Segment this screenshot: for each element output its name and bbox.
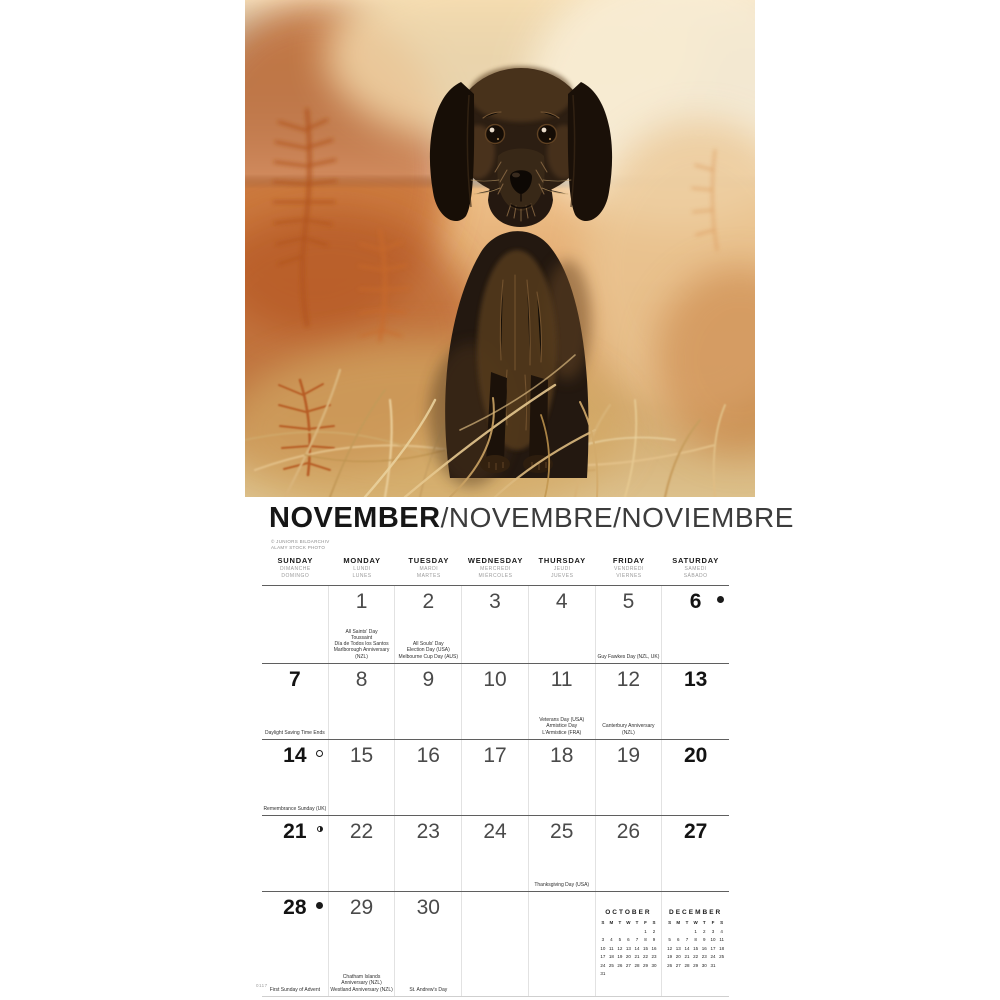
mini-date-empty [624,971,633,976]
weekday-header-wednesday [462,556,529,585]
month-name-es: NOVIEMBRE [621,502,794,533]
mini-date: 29 [642,962,648,968]
day-cell-30 [395,892,462,996]
day-cell-16 [395,740,462,815]
day-cell-19 [596,740,663,815]
holiday-note-line: Daylight Saving Time Ends [264,729,325,736]
holiday-note-line: Westland Anniversary (NZL) [330,986,393,993]
mini-date: 27 [675,962,681,968]
day-cell-13 [662,664,729,739]
day-cell-14 [262,740,329,815]
weeks [262,585,729,997]
mini-date-empty [717,963,726,968]
mini-date: 1 [644,928,647,934]
day-cell-empty [662,892,729,996]
holiday-note-line: Chatham Islands [342,974,381,981]
weekday-label-es: LUNES [352,573,372,579]
day-cell-17 [462,740,529,815]
date-number: 18 [550,744,574,767]
full-moon-icon [316,750,323,757]
weekday-label-es: MIÉRCOLES [478,573,513,579]
new-moon-icon [316,902,323,909]
mini-date: 23 [651,954,657,959]
mini-date: 16 [701,945,707,951]
mini-date: 13 [675,945,681,951]
weekday-label-fr: SAMEDI [684,566,707,572]
day-cell-11 [529,664,596,739]
mini-date-empty [616,929,625,934]
mini-date: 8 [694,937,697,942]
mini-day-letter: T [685,920,689,925]
mini-date: 19 [667,954,673,959]
holiday-notes [396,987,460,993]
weekday-header-thursday [529,556,596,585]
weekday-label-es: DOMINGO [281,573,310,579]
day-cell-empty [596,892,663,996]
mini-date: 3 [601,937,605,942]
mini-date-empty [674,929,683,934]
day-cell-7 [262,664,329,739]
day-cell-empty [529,892,596,996]
mini-date: 5 [618,937,622,942]
day-cell-4 [529,586,596,663]
day-cell-3 [462,586,529,663]
mini-day-letter: S [652,920,656,925]
day-cell-1 [329,586,396,663]
mini-date: 24 [600,962,606,968]
mini-date: 28 [684,962,690,968]
day-cell-2 [395,586,462,663]
mini-day-letter: F [711,920,715,925]
dachshund-photo-illustration [245,0,755,497]
week-row [262,815,729,891]
date-number: 21 [283,820,307,843]
date-number: 27 [683,820,708,843]
date-number: 8 [355,668,368,691]
date-number: 10 [483,668,507,691]
mini-day-letter: T [702,920,706,925]
holiday-notes [330,629,394,660]
day-cell-empty [462,892,529,996]
calendar-photo [245,0,755,497]
mini-day-letter: T [618,920,622,925]
mini-date: 8 [644,937,647,942]
mini-date: 18 [608,954,614,959]
weekday-label-es: MARTES [416,573,441,579]
holiday-note-line: Election Day (USA) [406,647,450,654]
weekday-label-en: THURSDAY [538,556,586,565]
mini-date: 24 [710,954,716,959]
week-row [262,585,729,663]
mini-date: 15 [642,945,648,951]
mini-date: 31 [710,962,716,968]
title-separator: / [613,502,622,533]
mini-date-empty [665,929,674,934]
mini-date: 18 [719,945,725,951]
holiday-note-line: Armistice Day [546,723,578,730]
date-number: 5 [622,590,635,613]
photo-credit [271,539,330,550]
date-number: 22 [349,820,374,843]
weekday-label-en: FRIDAY [612,556,645,565]
mini-date: 21 [684,954,690,959]
mini-date: 31 [600,971,606,976]
holiday-notes [530,717,594,736]
holiday-note-line: All Souls' Day [412,641,444,648]
date-number: 25 [550,820,574,843]
day-cell-15 [329,740,396,815]
week-row [262,891,729,997]
mini-date: 3 [711,928,715,934]
mini-date-empty [624,929,633,934]
mini-day-letter: F [644,920,647,925]
mini-date: 25 [608,962,614,968]
mini-day-letter: S [601,920,605,925]
week-row [262,663,729,739]
mini-date: 6 [677,937,680,942]
holiday-notes [530,882,594,888]
weekday-header-tuesday [395,556,462,585]
weekday-header-friday [596,556,663,585]
mini-date: 2 [652,928,656,934]
day-cell-12 [596,664,663,739]
mini-calendar-title: DECEMBER [669,909,723,916]
mini-date: 22 [642,954,648,959]
mini-day-letter: W [626,920,631,925]
month-name-en: NOVEMBER [269,502,441,534]
mini-calendar-october [599,909,659,976]
weekday-label-fr: VENDREDI [614,566,644,572]
weekday-label-fr: LUNDI [353,566,371,572]
date-number: 9 [422,668,435,691]
mini-date: 21 [634,954,640,959]
mini-date: 11 [719,937,724,942]
page-title [269,502,794,535]
mini-date: 27 [625,962,631,968]
date-number: 15 [349,744,374,767]
mini-date-empty [616,971,625,976]
weekday-label-fr: DIMANCHE [280,566,311,572]
mini-date: 20 [675,954,681,959]
date-number: 4 [555,590,568,613]
mini-date: 28 [634,962,640,968]
mini-date-empty [633,971,642,976]
date-number: 26 [616,820,641,843]
holiday-notes [263,987,327,993]
day-cell-5 [596,586,663,663]
holiday-note-line: Veterans Day (USA) [539,717,585,724]
mini-date: 29 [693,962,699,968]
product-code: 0117 [256,983,268,988]
date-number: 1 [355,590,368,613]
mini-date: 11 [609,945,614,951]
day-cell-28 [262,892,329,996]
mini-date: 12 [667,945,673,951]
last-quarter-moon-icon [317,826,323,832]
mini-date: 4 [720,928,723,934]
date-number: 12 [616,668,641,691]
mini-day-letter: S [720,920,724,925]
day-cell-20 [662,740,729,815]
holiday-notes [597,654,661,660]
day-cell-21 [262,816,329,891]
mini-date: 20 [625,954,631,959]
mini-date: 22 [693,954,699,959]
holiday-notes [263,730,327,736]
day-cell-10 [462,664,529,739]
day-cell-26 [596,816,663,891]
mini-calendar-grid [665,920,726,968]
holiday-note-line: Melbourne Cup Day (AUS) [398,653,459,660]
mini-day-letter: M [609,920,614,925]
mini-date: 7 [635,937,639,942]
date-number: 11 [550,668,573,691]
weekday-label-es: SÁBADO [683,573,708,579]
day-cell-27 [662,816,729,891]
date-number: 20 [683,744,708,767]
mini-date: 25 [719,954,725,959]
date-number: 28 [283,896,307,919]
mini-date: 30 [701,962,707,968]
day-cell-9 [395,664,462,739]
holiday-note-line: L'Armistice (FRA) [542,729,582,736]
mini-calendar-title: OCTOBER [605,909,652,916]
holiday-notes [263,806,327,812]
mini-date: 1 [694,928,697,934]
weekday-label-es: VIERNES [616,573,642,579]
mini-date: 9 [652,937,656,942]
mini-date: 17 [600,954,606,959]
holiday-note-line: Marlborough Anniversary (NZL) [333,647,390,660]
date-number: 29 [349,896,374,919]
mini-date: 30 [651,962,657,968]
day-cell-22 [329,816,396,891]
mini-date-empty [599,929,608,934]
date-number: 3 [489,590,501,613]
holiday-note-line: Anniversary (NZL) [341,980,382,987]
new-moon-icon [717,596,724,603]
date-number: 2 [422,590,435,613]
mini-date: 14 [634,945,640,951]
day-cell-6 [662,586,729,663]
date-number: 17 [483,744,507,767]
mini-date: 14 [684,945,690,951]
mini-date: 26 [667,962,673,968]
day-cell-8 [329,664,396,739]
mini-date-empty [633,929,642,934]
mini-date: 13 [625,945,631,951]
day-cell-23 [395,816,462,891]
mini-date: 10 [600,945,606,951]
mini-date: 12 [617,945,623,951]
holiday-note-line: Canterbury Anniversary (NZL) [602,723,655,736]
weekday-label-en: SUNDAY [277,556,314,565]
date-number: 14 [283,744,307,767]
day-cell-24 [462,816,529,891]
mini-date-empty [641,971,650,976]
holiday-note-line: All Saints' Day [345,628,378,635]
holiday-note-line: Remembrance Sunday (UK) [263,805,327,812]
date-number: 13 [683,668,708,691]
mini-date: 23 [701,954,707,959]
weekday-label-fr: MARDI [419,566,439,572]
month-name-fr: NOVEMBRE [448,502,614,533]
day-cell-18 [529,740,596,815]
mini-date: 17 [710,945,716,951]
date-number: 16 [416,744,440,767]
weekday-header-row [262,556,729,585]
mini-date-empty [607,929,616,934]
mini-date: 5 [668,937,671,942]
holiday-note-line: St. Andrew's Day [409,986,448,993]
weekday-label-es: JUEVES [550,573,574,579]
photo-credit-line1: © JUNIORS BILDARCHIV [271,539,330,544]
calendar-grid [262,556,729,997]
title-separator: / [440,502,449,533]
date-number: 19 [616,744,641,767]
mini-date-empty [683,929,692,934]
holiday-note-line: Día de Todos los Santos [334,641,389,648]
day-cell-empty [262,586,329,663]
mini-day-letter: M [676,920,681,925]
date-number: 23 [416,820,440,843]
mini-date: 6 [627,937,630,942]
holiday-notes [330,974,394,993]
mini-calendar-grid [599,920,659,976]
holiday-note-line: Toussaint [351,634,373,641]
date-number: 7 [289,668,301,691]
mini-date: 4 [610,937,613,942]
mini-date: 2 [703,928,706,934]
date-number: 30 [416,896,440,919]
mini-date: 9 [703,937,706,942]
weekday-label-fr: JEUDI [553,566,571,572]
weekday-label-en: WEDNESDAY [467,556,524,565]
mini-date: 19 [617,954,623,959]
mini-day-letter: W [693,920,698,925]
holiday-notes [396,641,460,660]
weekday-label-fr: MERCREDI [480,566,511,572]
weekday-header-saturday [662,556,729,585]
mini-date: 26 [617,962,623,968]
mini-date: 7 [685,937,689,942]
holiday-note-line: Thanksgiving Day (USA) [534,881,590,888]
date-number: 6 [689,590,702,613]
day-cell-29 [329,892,396,996]
mini-date-empty [607,971,616,976]
mini-day-letter: S [668,920,672,925]
photo-credit-line2: ALAMY STOCK PHOTO [271,544,326,550]
weekday-header-sunday [262,556,329,585]
holiday-note-line: Guy Fawkes Day (NZL, UK) [597,653,660,660]
mini-date: 16 [651,945,657,951]
mini-date: 10 [710,937,716,942]
day-cell-25 [529,816,596,891]
mini-day-letter: T [635,920,639,925]
mini-date: 15 [693,945,699,951]
weekday-label-en: TUESDAY [408,556,450,565]
mini-calendar-december [665,909,726,968]
date-number: 24 [483,820,507,843]
week-row [262,739,729,815]
weekday-header-monday [329,556,396,585]
weekday-label-en: MONDAY [343,556,381,565]
weekday-label-en: SATURDAY [672,556,720,565]
holiday-note-line: First Sunday of Advent [269,986,320,993]
holiday-notes [597,723,661,736]
mini-date-empty [650,971,659,976]
